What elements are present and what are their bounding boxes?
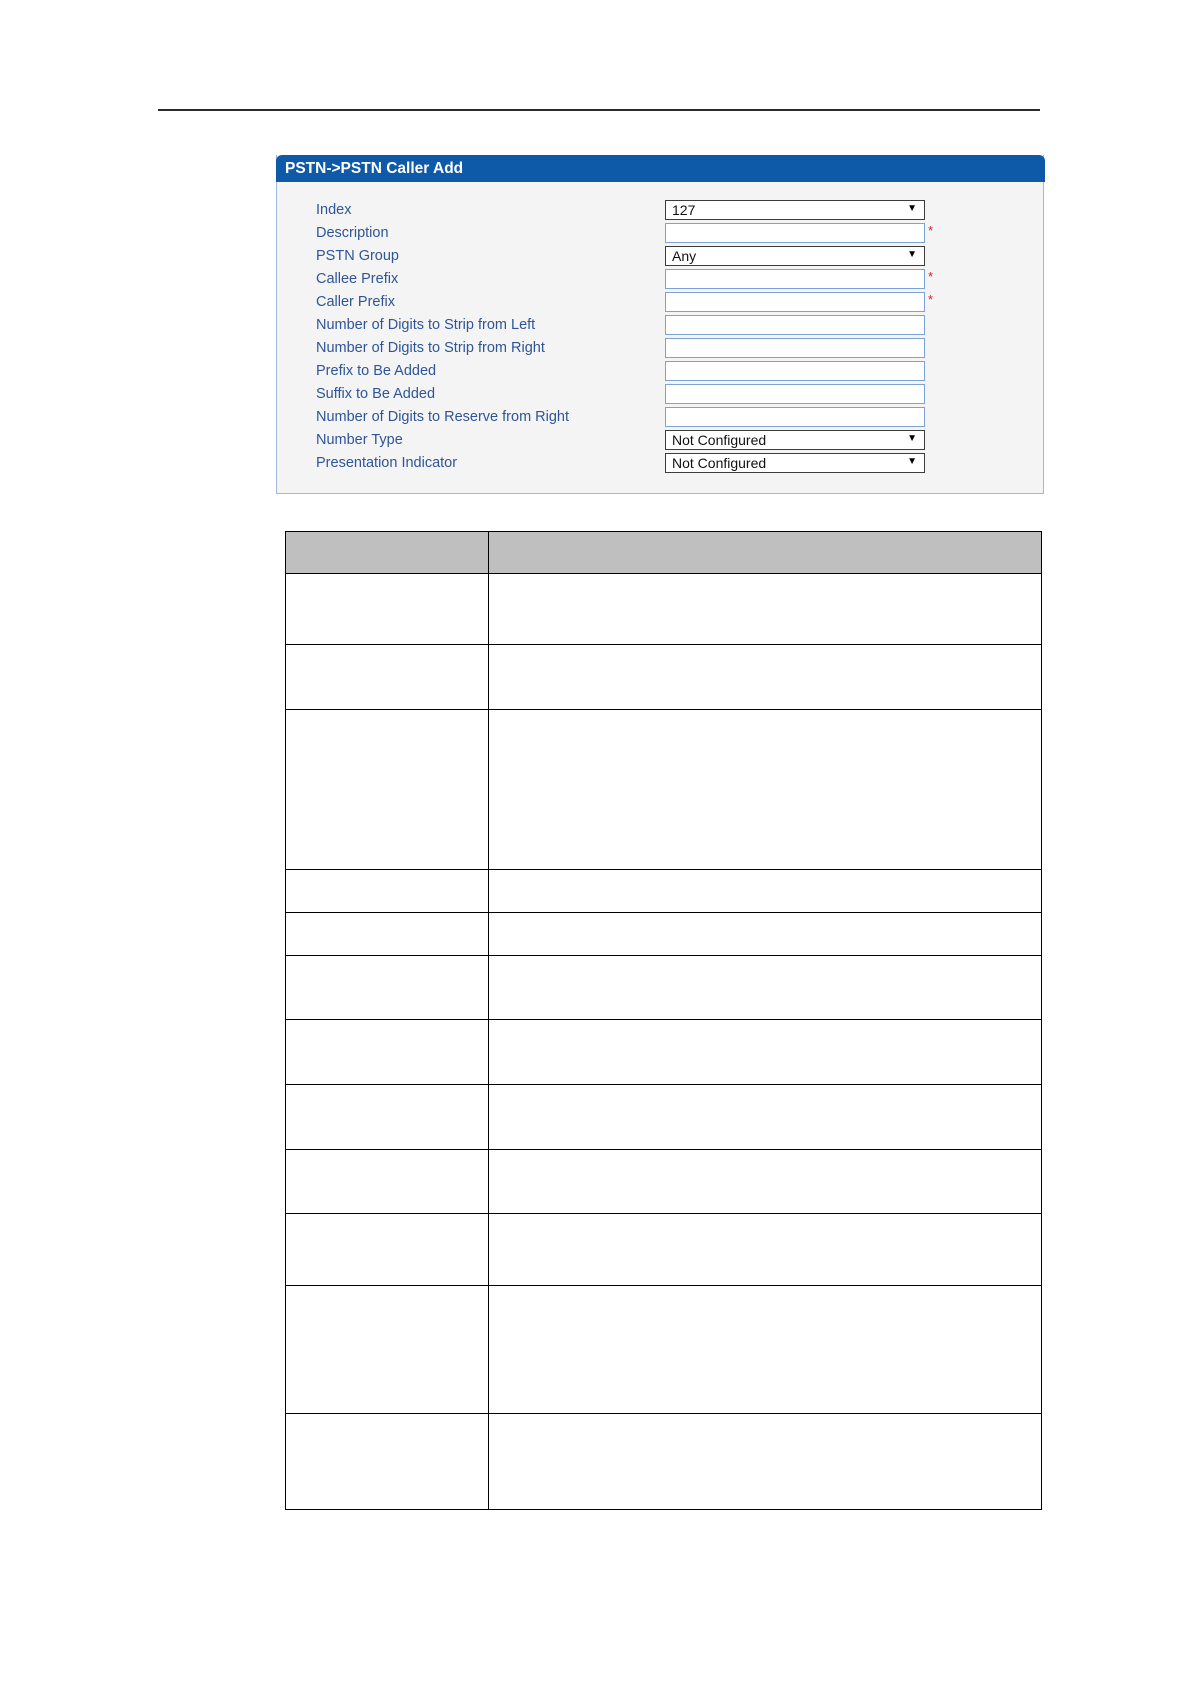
table-cell: [489, 1286, 1042, 1414]
table-row: [286, 645, 1042, 710]
prefix-added-label: Prefix to Be Added: [316, 363, 437, 379]
panel-title: PSTN->PSTN Caller Add: [276, 155, 1045, 182]
table-row: [286, 1150, 1042, 1214]
table-cell: [489, 574, 1042, 645]
pstn-caller-add-panel: [276, 155, 1044, 494]
suffix-added-label: Suffix to Be Added: [316, 386, 436, 402]
table-row: [286, 1085, 1042, 1150]
form-row-suffix-added: [277, 384, 1043, 406]
table-row: [286, 1414, 1042, 1510]
caller-prefix-label: Caller Prefix: [316, 294, 395, 310]
table-cell: [286, 1020, 489, 1085]
strip-right-label: Number of Digits to Strip from Right: [316, 340, 545, 356]
required-marker: *: [928, 269, 934, 284]
description-label: Description: [316, 225, 389, 241]
pstn-group-label: PSTN Group: [316, 248, 399, 264]
number-type-label: Number Type: [316, 432, 403, 448]
table-cell: [489, 1150, 1042, 1214]
table-row: [286, 574, 1042, 645]
required-marker: *: [928, 292, 934, 307]
prefix-added-input[interactable]: [665, 361, 925, 381]
index-select[interactable]: [665, 200, 925, 220]
callee-prefix-label: Callee Prefix: [316, 271, 399, 287]
table-cell: [286, 870, 489, 913]
form-row-reserve-right: [277, 407, 1043, 429]
form-row-callee-prefix: [277, 269, 1043, 291]
index-select-value: 127: [672, 202, 696, 218]
form-row-strip-right: [277, 338, 1043, 360]
table-cell: [489, 645, 1042, 710]
table-row: [286, 1286, 1042, 1414]
presentation-indicator-label: Presentation Indicator: [316, 455, 458, 471]
table-row: [286, 913, 1042, 956]
caller-prefix-input[interactable]: [665, 292, 925, 312]
required-marker: *: [928, 223, 934, 238]
callee-prefix-input[interactable]: [665, 269, 925, 289]
table-cell: [489, 710, 1042, 870]
table-cell: [286, 1214, 489, 1286]
chevron-down-icon: ▼: [907, 433, 917, 444]
form-row-index: [277, 200, 1043, 222]
chevron-down-icon: ▼: [907, 249, 917, 260]
table-cell: [286, 1085, 489, 1150]
parameter-description-table: [285, 531, 1042, 1510]
chevron-down-icon: ▼: [907, 203, 917, 214]
reserve-right-label: Number of Digits to Reserve from Right: [316, 409, 570, 425]
number-type-select[interactable]: [665, 430, 925, 450]
strip-left-label: Number of Digits to Strip from Left: [316, 317, 536, 333]
table-cell: [489, 1020, 1042, 1085]
page-top-rule: [158, 109, 1040, 111]
table-cell: [286, 913, 489, 956]
suffix-added-input[interactable]: [665, 384, 925, 404]
pstn-group-select-value: Any: [672, 248, 697, 264]
table-cell: [489, 956, 1042, 1020]
form-row-prefix-added: [277, 361, 1043, 383]
table-cell: [489, 1214, 1042, 1286]
form-row-presentation-indicator: [277, 453, 1043, 475]
form-row-description: [277, 223, 1043, 245]
table-header-cell: [286, 532, 489, 574]
table-cell: [489, 870, 1042, 913]
table-cell: [489, 913, 1042, 956]
form-row-caller-prefix: [277, 292, 1043, 314]
table-header-row: [286, 532, 1042, 574]
pstn-group-select[interactable]: [665, 246, 925, 266]
table-cell: [286, 645, 489, 710]
table-cell: [286, 710, 489, 870]
table-cell: [286, 1150, 489, 1214]
table-row: [286, 1020, 1042, 1085]
table-cell: [489, 1085, 1042, 1150]
table-cell: [286, 1286, 489, 1414]
table-cell: [489, 1414, 1042, 1510]
table-row: [286, 1214, 1042, 1286]
table-row: [286, 710, 1042, 870]
table-cell: [286, 1414, 489, 1510]
reserve-right-input[interactable]: [665, 407, 925, 427]
strip-left-input[interactable]: [665, 315, 925, 335]
presentation-indicator-select[interactable]: [665, 453, 925, 473]
chevron-down-icon: ▼: [907, 456, 917, 467]
table-row: [286, 870, 1042, 913]
table-cell: [286, 574, 489, 645]
strip-right-input[interactable]: [665, 338, 925, 358]
table-header-cell: [489, 532, 1042, 574]
form-row-number-type: [277, 430, 1043, 452]
table-cell: [286, 956, 489, 1020]
description-input[interactable]: [665, 223, 925, 243]
form-row-strip-left: [277, 315, 1043, 337]
form-row-pstn-group: [277, 246, 1043, 268]
presentation-indicator-select-value: Not Configured: [672, 455, 767, 471]
number-type-select-value: Not Configured: [672, 432, 767, 448]
index-label: Index: [316, 202, 352, 218]
table-row: [286, 956, 1042, 1020]
